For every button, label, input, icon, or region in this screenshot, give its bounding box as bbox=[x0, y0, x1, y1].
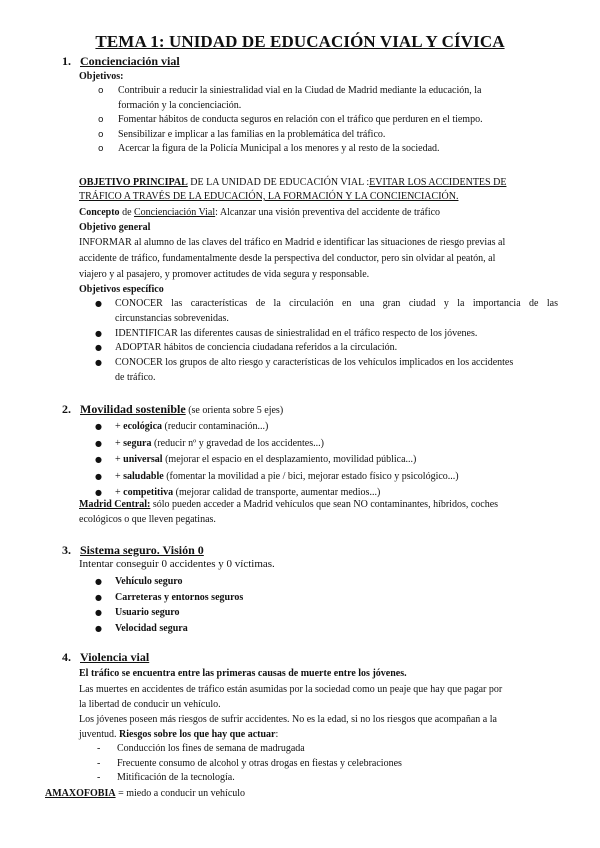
section-title: Sistema seguro. Visión 0 bbox=[80, 543, 204, 557]
riesgos-colon: : bbox=[275, 729, 279, 740]
amaxofobia-line bbox=[45, 787, 245, 800]
concepto-de: de bbox=[119, 207, 135, 218]
objetivo-principal-line2: TRÁFICO A TRAVÉS DE LA EDUCACIÓN, LA FORMACIÓN Y LA CONCIENCIACIÓN. bbox=[79, 191, 459, 202]
riesgos-label: Riesgos sobre los que hay que actuar bbox=[119, 729, 276, 740]
list-item bbox=[115, 436, 555, 453]
objetivos-list bbox=[118, 84, 558, 157]
list-item: ● Usuario seguro bbox=[115, 605, 415, 621]
section-title: Movilidad sostenible bbox=[80, 402, 186, 416]
objetivos-label-text: Objetivos bbox=[79, 71, 121, 82]
violencia-p3: Los jóvenes poseen más riesgos de sufrir accidentes. No es la edad, si no los riesgos que acompañan a la bbox=[79, 714, 497, 725]
eje-desc: (mejorar calidad de transporte, aumentar medios...) bbox=[173, 487, 381, 498]
list-item: ● IDENTIFICAR las diferentes causas de siniestralidad en el tráfico respecto de los jóvenes. bbox=[115, 327, 558, 342]
page-title: TEMA 1: UNIDAD DE EDUCACIÓN VIAL Y CÍVICA bbox=[95, 32, 505, 51]
objetivos-label: Objetivos: bbox=[79, 71, 124, 82]
objetivos-especificos-list bbox=[115, 297, 558, 386]
list-item bbox=[115, 452, 555, 469]
section-title: Violencia vial bbox=[80, 650, 150, 664]
list-item: ● Vehículo seguro bbox=[115, 574, 415, 590]
objetivo-principal-goal: EVITAR LOS ACCIDENTES DE bbox=[369, 177, 507, 188]
list-item: ● ADOPTAR hábitos de conciencia ciudadana referidos a la circulación. bbox=[115, 341, 558, 356]
section-4-heading bbox=[62, 650, 149, 665]
violencia-lead: El tráfico se encuentra entre las primeras causas de muerte entre los jóvenes. bbox=[79, 668, 407, 679]
list-item: o Fomentar hábitos de conducta seguros en relación con el tráfico que perduren en el tiempo. bbox=[118, 113, 558, 128]
concepto-line bbox=[79, 206, 440, 219]
objetivo-principal-text: DE LA UNIDAD DE EDUCACIÓN VIAL : bbox=[187, 177, 370, 188]
objetivos-especifico-label: Objetivos específico bbox=[79, 284, 164, 295]
madrid-central-line2: ecológicos o que lleven pegatinas. bbox=[79, 514, 216, 525]
amaxofobia-definition: = miedo a conducir un vehículo bbox=[115, 788, 246, 799]
plus-sign: + bbox=[115, 487, 124, 498]
objetivo-general-line3: viajero y al pasajero, y promover actitudes de vida segura y responsable. bbox=[79, 269, 370, 280]
list-item: o Acercar la figura de la Policía Municipal a los menores y al resto de la sociedad. bbox=[118, 142, 558, 157]
list-item bbox=[115, 419, 555, 436]
violencia-p1: Las muertes en accidentes de tráfico están asumidas por la sociedad como un peaje que hay que pagar por bbox=[79, 684, 503, 695]
section-note: (se orienta sobre 5 ejes) bbox=[185, 405, 284, 416]
eje-desc: (reducir nº y gravedad de los accidentes...) bbox=[151, 437, 324, 449]
section-3-heading bbox=[62, 543, 204, 558]
vision0-list bbox=[115, 574, 415, 636]
eje-desc: (reducir contaminación...) bbox=[162, 421, 269, 432]
eje-key: universal bbox=[123, 454, 163, 465]
madrid-central-label: Madrid Central: bbox=[79, 499, 151, 510]
list-item-continuation: formación y la concienciación. bbox=[118, 99, 242, 111]
section-title: Concienciación vial bbox=[80, 54, 180, 68]
list-item: ● CONOCER las características de la circulación en una gran ciudad y la importancia de las bbox=[115, 297, 558, 312]
section-2-heading bbox=[62, 402, 283, 417]
list-item-continuation: circunstancias sobrevenidas. bbox=[115, 312, 229, 324]
section-number: 1. bbox=[62, 54, 71, 68]
amaxofobia-term: AMAXOFOBIA bbox=[45, 788, 116, 799]
section-number: 2. bbox=[62, 402, 71, 416]
plus-sign: + bbox=[115, 454, 124, 465]
list-item: - Conducción los fines de semana de madrugada bbox=[117, 742, 547, 757]
eje-key: ecológica bbox=[123, 421, 163, 432]
madrid-central-text: sólo pueden acceder a Madrid vehículos que sean NO contaminantes, híbridos, coches bbox=[150, 499, 499, 510]
list-item: - Frecuente consumo de alcohol y otras drogas en fiestas y celebraciones bbox=[117, 757, 547, 772]
objetivo-principal-line1 bbox=[79, 176, 506, 189]
list-item: o Sensibilizar e implicar a las familias en la problemática del tráfico. bbox=[118, 128, 558, 143]
list-item: ● Velocidad segura bbox=[115, 621, 415, 637]
section-number: 3. bbox=[62, 543, 71, 557]
section-1-heading bbox=[62, 54, 180, 69]
eje-key: saludable bbox=[123, 470, 164, 482]
eje-desc: (fomentar la movilidad a pie / bici, mejorar estado físico y psicológico...) bbox=[163, 470, 459, 482]
eje-key: competitiva bbox=[123, 487, 174, 498]
violencia-p2: la libertad de conducir un vehículo. bbox=[79, 699, 221, 710]
list-item: o Contribuir a reducir la siniestralidad vial en la Ciudad de Madrid mediante la educación, la bbox=[118, 84, 558, 99]
concepto-label: Concepto bbox=[79, 207, 120, 218]
violencia-p4 bbox=[79, 728, 278, 741]
objetivo-general-label: Objetivo general bbox=[79, 222, 151, 233]
vision0-intro: Intentar conseguir 0 accidentes y 0 víctimas. bbox=[79, 558, 275, 570]
riesgos-list bbox=[117, 742, 547, 786]
eje-key: segura bbox=[123, 437, 152, 449]
objetivo-principal-label: OBJETIVO PRINCIPAL bbox=[79, 177, 188, 188]
list-item-continuation: de tráfico. bbox=[115, 371, 156, 383]
plus-sign: + bbox=[115, 421, 124, 432]
movilidad-list bbox=[115, 419, 555, 502]
objetivo-general-line2: accidente de tráfico, fundamentalmente desde la perspectiva del conductor, pero sin olvidar al peatón, al bbox=[79, 253, 496, 264]
objetivo-general-line1: INFORMAR al alumno de las claves del tráfico en Madrid e identificar las situaciones de riesgo previas al bbox=[79, 237, 506, 248]
eje-desc: (mejorar el espacio en el desplazamiento, movilidad pública...) bbox=[162, 454, 417, 465]
list-item: - Mitificación de la tecnología. bbox=[117, 771, 547, 786]
list-item: ● Carreteras y entornos seguros bbox=[115, 590, 415, 606]
section-number: 4. bbox=[62, 650, 71, 664]
list-item bbox=[115, 469, 555, 486]
madrid-central-line1 bbox=[79, 498, 557, 511]
concepto-term: Concienciación Vial bbox=[134, 207, 216, 218]
plus-sign: + bbox=[115, 437, 124, 449]
list-item: ● CONOCER los grupos de alto riesgo y características de los vehículos implicados en los accidentes bbox=[115, 356, 558, 371]
concepto-definition: : Alcanzar una visión preventiva del accidente de tráfico bbox=[215, 207, 441, 218]
plus-sign: + bbox=[115, 470, 124, 482]
juventud-text: juventud. bbox=[79, 729, 119, 740]
